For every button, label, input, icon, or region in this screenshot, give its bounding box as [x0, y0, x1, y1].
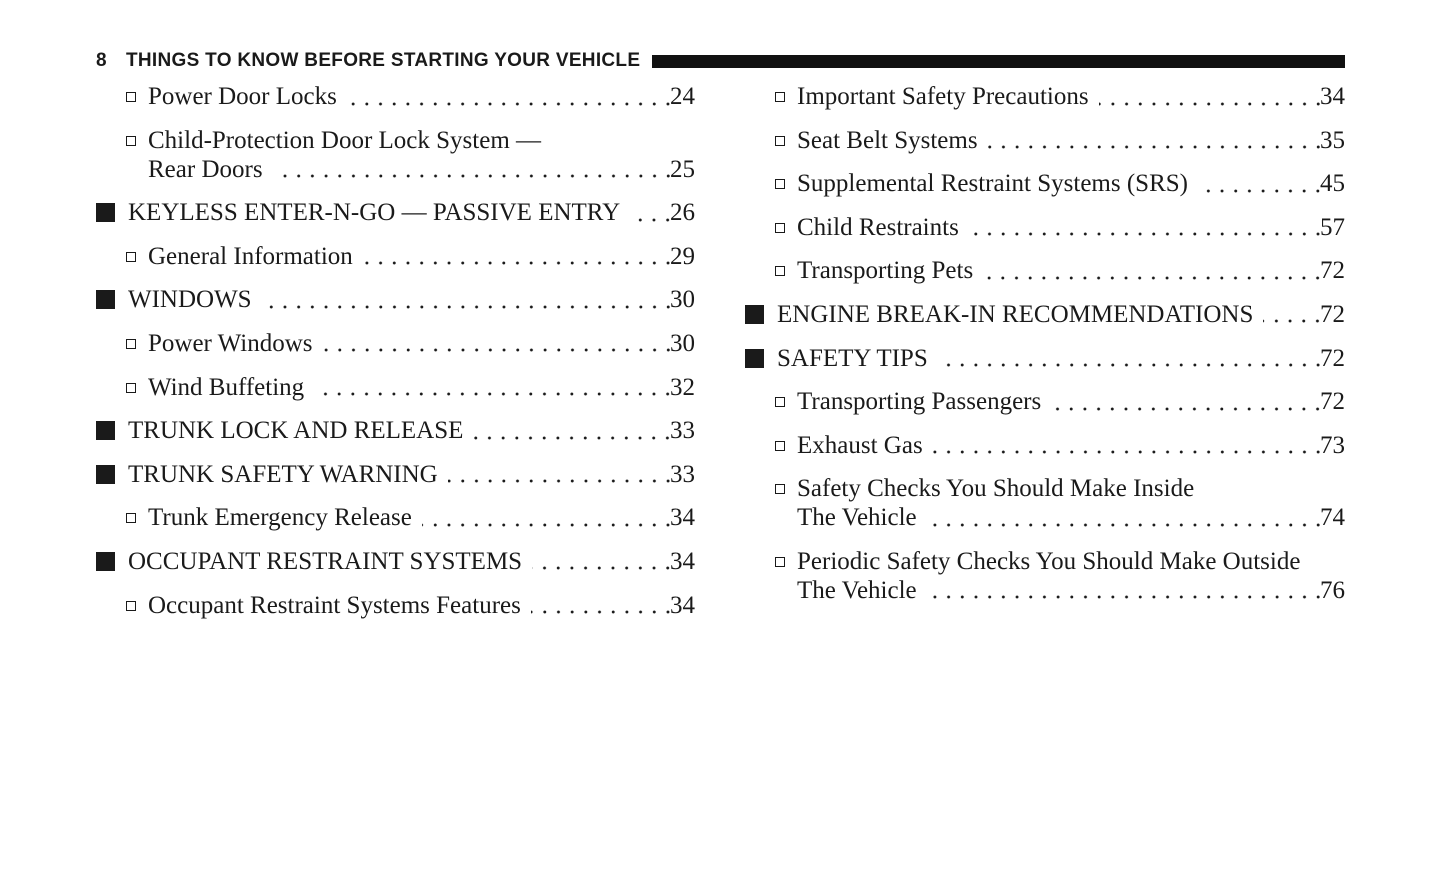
toc-subsection-entry	[96, 503, 695, 532]
dot-leader	[988, 126, 1320, 155]
page-number: 8	[96, 50, 107, 71]
toc-entry-title: OCCUPANT RESTRAINT SYSTEMS	[128, 547, 523, 575]
hollow-square-icon	[775, 179, 785, 189]
toc-section-entry	[96, 460, 695, 489]
dot-leader	[314, 373, 670, 402]
toc-entry-page-number: 57	[1320, 213, 1345, 241]
dot-leader	[630, 198, 670, 227]
toc-entry-title: Child-Protection Door Lock System —	[148, 126, 542, 154]
toc-entry-page-number: 35	[1320, 126, 1345, 154]
toc-entry-title: TRUNK LOCK AND RELEASE	[128, 417, 464, 445]
hollow-square-icon	[775, 397, 785, 407]
toc-entry-title: WINDOWS	[128, 286, 252, 314]
dot-leader	[323, 329, 670, 358]
dot-leader	[969, 213, 1320, 242]
toc-subsection-entry	[96, 82, 695, 111]
dot-leader	[1051, 387, 1320, 416]
filled-square-icon	[96, 290, 115, 309]
dot-leader	[938, 344, 1320, 373]
toc-subsection-entry	[745, 82, 1345, 111]
dot-leader	[473, 416, 670, 445]
hollow-square-icon	[775, 223, 785, 233]
dot-leader	[983, 256, 1320, 285]
toc-entry-title: KEYLESS ENTER-N-GO — PASSIVE ENTRY	[128, 199, 621, 227]
running-header	[96, 48, 1345, 74]
toc-column-left	[96, 82, 695, 634]
toc-entry-page-number: 33	[670, 460, 695, 488]
toc-entry-title: Trunk Emergency Release	[148, 504, 412, 532]
hollow-square-icon	[775, 136, 785, 146]
hollow-square-icon	[126, 136, 136, 146]
hollow-square-icon	[126, 339, 136, 349]
toc-entry-title: Power Windows	[148, 329, 313, 357]
dot-leader	[532, 547, 670, 576]
dot-leader	[262, 285, 670, 314]
toc-subsection-entry	[745, 474, 1345, 532]
dot-leader	[531, 591, 670, 620]
toc-subsection-entry	[745, 169, 1345, 198]
toc-entry-title: Transporting Passengers	[797, 388, 1042, 416]
toc-entry-page-number: 73	[1320, 431, 1345, 459]
toc-entry-page-number: 30	[670, 329, 695, 357]
toc-entry-title: Occupant Restraint Systems Features	[148, 591, 521, 619]
toc-entry-title: Transporting Pets	[797, 257, 974, 285]
dot-leader	[1263, 300, 1320, 329]
dot-leader	[448, 460, 670, 489]
hollow-square-icon	[775, 557, 785, 567]
dot-leader	[1099, 82, 1320, 111]
hollow-square-icon	[126, 601, 136, 611]
dot-leader	[422, 503, 670, 532]
toc-entry-page-number: 24	[670, 83, 695, 110]
toc-subsection-entry	[745, 547, 1345, 605]
toc-subsection-entry	[745, 431, 1345, 460]
toc-subsection-entry	[745, 387, 1345, 416]
toc-entry-title-continued: Rear Doors	[148, 155, 263, 183]
dot-leader	[933, 431, 1320, 460]
hollow-square-icon	[126, 92, 136, 102]
toc-entry-title: Wind Buffeting	[148, 373, 305, 401]
toc-entry-page-number: 45	[1320, 170, 1345, 198]
toc-entry-page-number: 72	[1320, 300, 1345, 328]
toc-entry-page-number: 26	[670, 199, 695, 227]
section-title: THINGS TO KNOW BEFORE STARTING YOUR VEHICLE	[126, 50, 641, 71]
toc-entry-title: General Information	[148, 242, 353, 270]
hollow-square-icon	[126, 513, 136, 523]
toc-subsection-entry	[745, 213, 1345, 242]
toc-entry-title: Exhaust Gas	[797, 431, 923, 459]
toc-section-entry	[96, 547, 695, 576]
toc-entry-title: TRUNK SAFETY WARNING	[128, 460, 438, 488]
dot-leader	[927, 503, 1320, 532]
toc-subsection-entry	[96, 373, 695, 402]
dot-leader	[927, 576, 1320, 605]
toc-entry-page-number: 33	[670, 417, 695, 445]
toc-entry-page-number: 29	[670, 242, 695, 270]
dot-leader	[1198, 169, 1320, 198]
toc-section-entry	[96, 285, 695, 314]
filled-square-icon	[96, 421, 115, 440]
toc-entry-title: SAFETY TIPS	[777, 344, 928, 372]
toc-entry-page-number: 30	[670, 286, 695, 314]
filled-square-icon	[96, 203, 115, 222]
toc-entry-title: Child Restraints	[797, 213, 959, 241]
toc-entry-page-number: 72	[1320, 344, 1345, 372]
toc-entry-title-continued: The Vehicle	[797, 576, 917, 604]
toc-entry-title: Periodic Safety Checks You Should Make Outside	[797, 547, 1301, 575]
toc-entry-page-number: 34	[1320, 83, 1345, 110]
toc-entry-title: Safety Checks You Should Make Inside	[797, 475, 1195, 503]
hollow-square-icon	[775, 484, 785, 494]
toc-section-entry	[96, 416, 695, 445]
toc-section-entry	[745, 344, 1345, 373]
hollow-square-icon	[775, 266, 785, 276]
toc-entry-page-number: 34	[670, 591, 695, 619]
hollow-square-icon	[775, 92, 785, 102]
hollow-square-icon	[126, 383, 136, 393]
toc-column-right	[745, 82, 1345, 620]
toc-section-entry	[96, 198, 695, 227]
toc-entry-page-number: 72	[1320, 388, 1345, 416]
dot-leader	[347, 82, 670, 111]
header-rule	[652, 55, 1345, 68]
toc-subsection-entry	[96, 591, 695, 620]
toc-entry-page-number: 32	[670, 373, 695, 401]
toc-entry-page-number: 76	[1320, 576, 1345, 604]
toc-subsection-entry	[96, 242, 695, 271]
toc-entry-page-number: 72	[1320, 257, 1345, 285]
hollow-square-icon	[775, 441, 785, 451]
toc-entry-title: Important Safety Precautions	[797, 83, 1089, 110]
toc-entry-title: ENGINE BREAK-IN RECOMMENDATIONS	[777, 300, 1254, 328]
toc-entry-title: Power Door Locks	[148, 83, 337, 110]
toc-entry-title: Seat Belt Systems	[797, 126, 978, 154]
toc-entry-page-number: 34	[670, 504, 695, 532]
dot-leader	[363, 242, 670, 271]
toc-entry-page-number: 25	[670, 155, 695, 183]
filled-square-icon	[96, 552, 115, 571]
filled-square-icon	[745, 349, 764, 368]
dot-leader	[273, 155, 670, 184]
toc-section-entry	[745, 300, 1345, 329]
toc-entry-title-continued: The Vehicle	[797, 504, 917, 532]
toc-entry-title: Supplemental Restraint Systems (SRS)	[797, 170, 1188, 198]
toc-subsection-entry	[745, 256, 1345, 285]
toc-subsection-entry	[96, 126, 695, 184]
toc-subsection-entry	[745, 126, 1345, 155]
hollow-square-icon	[126, 252, 136, 262]
toc-subsection-entry	[96, 329, 695, 358]
toc-entry-page-number: 74	[1320, 504, 1345, 532]
filled-square-icon	[745, 305, 764, 324]
toc-entry-page-number: 34	[670, 547, 695, 575]
filled-square-icon	[96, 465, 115, 484]
